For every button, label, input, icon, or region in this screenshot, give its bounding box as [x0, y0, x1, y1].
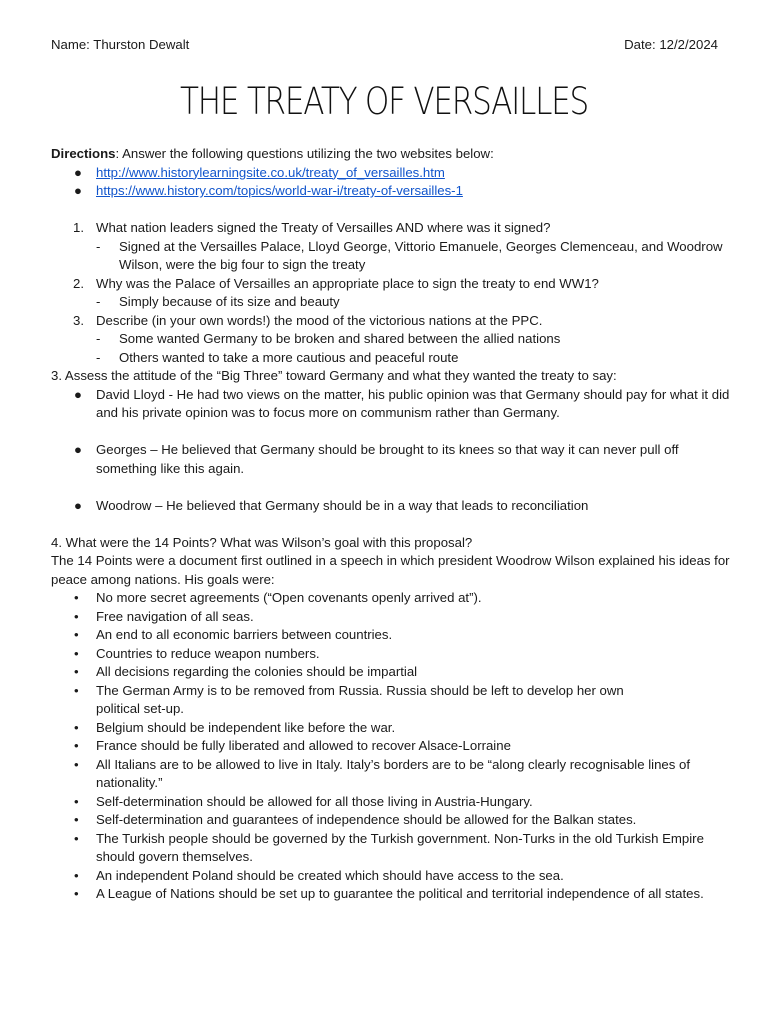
bullet-icon: •: [74, 830, 79, 846]
bullet-icon: ●: [74, 386, 82, 402]
answer-3b: - Others wanted to take a more cautious and peaceful route: [51, 349, 731, 368]
question-2: 2. Why was the Palace of Versailles an appropriate place to sign the treaty to end WW1?: [51, 275, 731, 294]
bullet-icon: •: [74, 590, 79, 605]
bullet-icon: •: [74, 627, 79, 642]
point-item: • Belgium should be independent like before the war.: [51, 719, 731, 738]
big-three-item: ● David Lloyd - He had two views on the matter, his public opinion was that Germany should pay for what it did and his private opinion was to focus more on communism rather than Germany.: [74, 386, 730, 420]
point-item: • Free navigation of all seas.: [51, 608, 731, 627]
answer-3a: - Some wanted Germany to be broken and shared between the allied nations: [51, 330, 731, 349]
bullet-icon: •: [74, 608, 79, 624]
point-item: • Self-determination should be allowed for all those living in Austria-Hungary.: [51, 793, 731, 812]
big-three-item: ● Woodrow – He believed that Germany should be in a way that leads to reconciliation: [51, 497, 731, 516]
point-item: • All decisions regarding the colonies should be impartial: [51, 663, 731, 682]
answer-2: - Simply because of its size and beauty: [51, 293, 731, 312]
bullet-icon: ●: [74, 442, 82, 457]
dash-icon: -: [96, 349, 101, 365]
bullet-icon: •: [74, 664, 79, 679]
point-item: • France should be fully liberated and allowed to recover Alsace-Lorraine: [51, 737, 731, 756]
bullet-icon: ●: [74, 164, 82, 180]
bullet-icon: •: [74, 645, 79, 661]
link-item: [51, 182, 731, 201]
question-number: 2.: [73, 275, 84, 291]
bullet-icon: ●: [74, 497, 82, 513]
document-body: [51, 145, 731, 904]
dash-icon: -: [96, 331, 101, 346]
link-history-com[interactable]: https://www.history.com/topics/world-war-i/treaty-of-versailles-1: [96, 183, 463, 198]
question-1: 1. What nation leaders signed the Treaty of Versailles AND where was it signed?: [51, 219, 731, 238]
point-item: • A League of Nations should be set up to guarantee the political and territorial independence of all states.: [51, 885, 731, 904]
bullet-icon: •: [74, 793, 79, 809]
student-name: Name: Thurston Dewalt: [51, 37, 190, 52]
question-number: 3.: [73, 312, 84, 328]
point-item: • The German Army is to be removed from Russia. Russia should be left to develop her own political set-up.: [74, 682, 624, 716]
dash-icon: -: [96, 238, 101, 254]
point-item: • An end to all economic barriers between countries.: [51, 626, 731, 645]
directions-label: Directions: [51, 146, 116, 161]
point-item: • All Italians are to be allowed to live in Italy. Italy’s borders are to be “along clearly recognisable lines of nationality.”: [74, 756, 690, 790]
bullet-icon: •: [74, 756, 79, 772]
bullet-icon: •: [74, 886, 79, 901]
bullet-icon: •: [74, 867, 79, 883]
point-item: • Self-determination and guarantees of independence should be allowed for the Balkan states.: [51, 811, 731, 830]
question-4: 4. What were the 14 Points? What was Wilson’s goal with this proposal?: [51, 534, 473, 550]
point-item: • Countries to reduce weapon numbers.: [51, 645, 731, 664]
bullet-icon: •: [74, 719, 79, 735]
directions: [51, 145, 731, 164]
question-3-big-three: 3. Assess the attitude of the “Big Three” toward Germany and what they wanted the treaty to say:: [51, 368, 617, 383]
bullet-icon: •: [74, 738, 79, 753]
date-label: Date: 12/2/2024: [624, 37, 718, 52]
link-historylearningsite[interactable]: http://www.historylearningsite.co.uk/treaty_of_versailles.htm: [96, 164, 445, 180]
question-number: 1.: [73, 220, 84, 235]
point-item: • No more secret agreements (“Open covenants openly arrived at”).: [51, 589, 731, 608]
question-3: 3. Describe (in your own words!) the mood of the victorious nations at the PPC.: [51, 312, 731, 331]
bullet-icon: •: [74, 682, 79, 698]
bullet-icon: •: [74, 812, 79, 827]
link-item: [51, 164, 731, 183]
page-title: THE TREATY OF VERSAILLES: [179, 80, 589, 123]
answer-1: - Signed at the Versailles Palace, Lloyd George, Vittorio Emanuele, Georges Clemenceau, and Woodrow Wilson, were the big four to sign the treaty: [96, 238, 723, 272]
big-three-item: ● Georges – He believed that Germany should be brought to its knees so that way it can never pull off something like this again.: [74, 442, 679, 476]
dash-icon: -: [96, 294, 101, 309]
bullet-icon: ●: [74, 183, 82, 198]
point-item: • An independent Poland should be created which should have access to the sea.: [51, 867, 731, 886]
point-item: • The Turkish people should be governed by the Turkish government. Non-Turks in the old Turkish Empire should govern themselves.: [74, 830, 704, 864]
question-4-intro: The 14 Points were a document first outlined in a speech in which president Woodrow Wilson explained his ideas for peace among nations. His goals were:: [51, 553, 730, 587]
directions-text: : Answer the following questions utilizing the two websites below:: [115, 146, 494, 161]
